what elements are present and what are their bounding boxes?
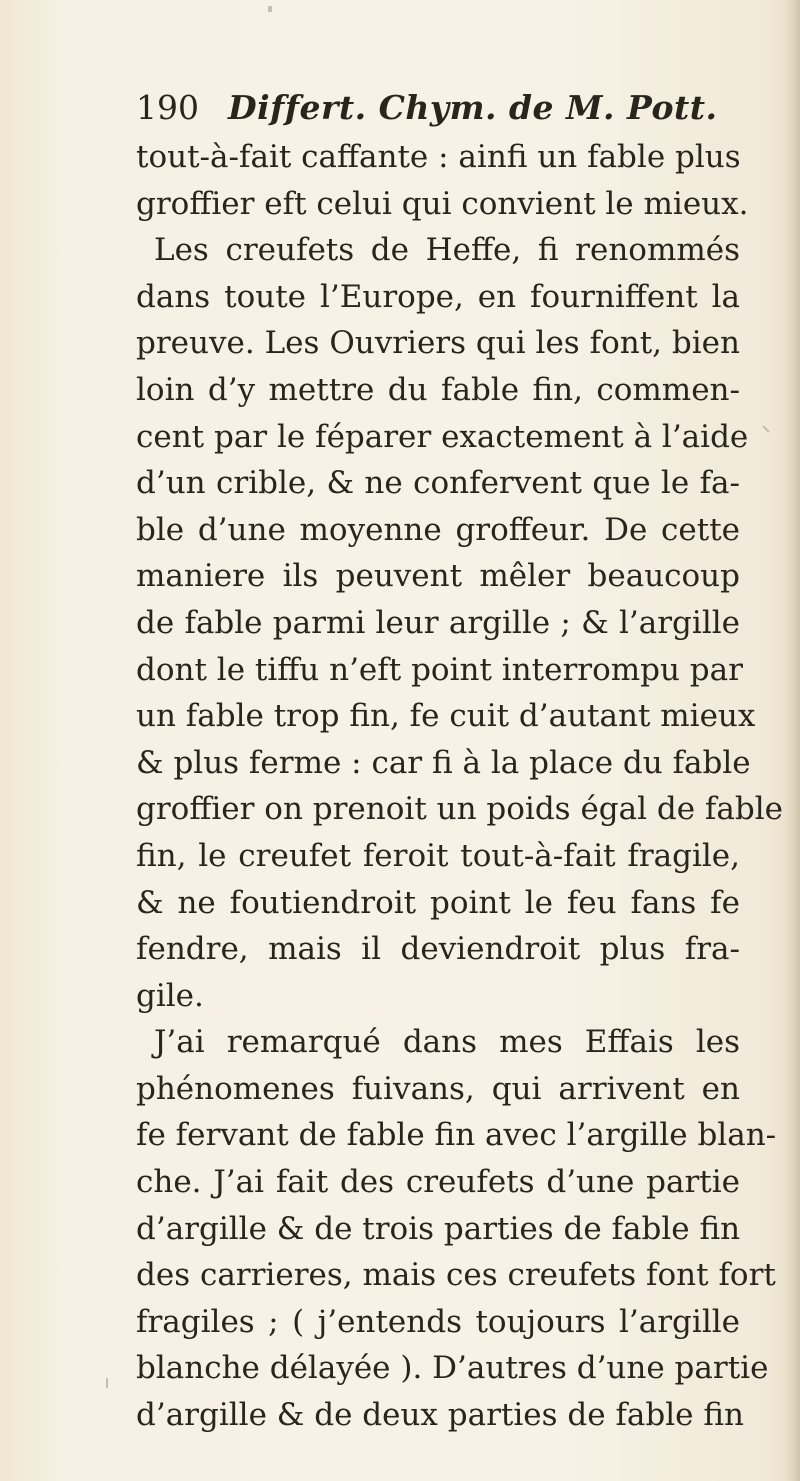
text-line: blanche délayée ). D’autres d’une partie: [136, 1350, 769, 1387]
text-line: maniere ils peuvent mêler beaucoup: [136, 558, 740, 595]
text-line: des carrieres, mais ces creufets font fort: [136, 1257, 776, 1294]
text-line: Les creufets de Heffe, fi renommés: [154, 232, 740, 269]
text-line: cent par le féparer exactement à l’aide: [136, 418, 749, 455]
running-header: [136, 82, 740, 134]
text-line: J’ai remarqué dans mes Effais les: [154, 1024, 740, 1061]
text-line: dans toute l’Europe, en fourniffent la: [136, 278, 740, 315]
text-line: groffier eft celui qui convient le mieux.: [136, 185, 749, 222]
ink-speck: [268, 6, 272, 12]
text-line: d’un crible, & ne confervent que le fa-: [136, 465, 740, 502]
page-text-block: [136, 82, 783, 1439]
text-line: preuve. Les Ouvriers qui les font, bien: [136, 325, 740, 362]
text-line: d’argille & de deux parties de fable fin: [136, 1397, 744, 1434]
text-line: gile.: [136, 977, 204, 1014]
text-line: tout-à-fait caffante : ainfi un fable plus: [136, 139, 741, 175]
page-number: 190: [136, 88, 199, 127]
text-line: dont le tiffu n’eft point interrompu par: [136, 651, 743, 688]
text-line: che. J’ai fait des creufets d’une partie: [136, 1164, 740, 1201]
text-line: loin d’y mettre du fable fin, commen-: [136, 371, 740, 408]
text-line: fe fervant de fable fin avec l’argille blan-: [136, 1117, 777, 1154]
ink-speck: [106, 1378, 108, 1388]
text-line: & plus ferme : car fi à la place du fable: [136, 744, 751, 781]
text-line: ble d’une moyenne groffeur. De cette: [136, 511, 740, 548]
text-line: fragiles ; ( j’entends toujours l’argille: [136, 1303, 740, 1340]
page-edge-shadow: [786, 0, 800, 1481]
text-line: & ne foutiendroit point le feu fans fe: [136, 884, 740, 921]
ink-speck: [762, 425, 769, 432]
running-title: Differt. Chym. de M. Pott.: [228, 88, 718, 127]
text-line: de fable parmi leur argille ; & l’argille: [136, 604, 740, 641]
text-line: groffier on prenoit un poids égal de fable: [136, 791, 783, 828]
text-line: fin, le creufet feroit tout-à-fait fragile,: [136, 837, 740, 874]
text-line: fendre, mais il deviendroit plus fra-: [136, 931, 740, 968]
text-line: un fable trop fin, fe cuit d’autant mieux: [136, 698, 756, 735]
text-line: d’argille & de trois parties de fable fin: [136, 1210, 741, 1247]
text-line: phénomenes fuivans, qui arrivent en: [136, 1070, 740, 1107]
